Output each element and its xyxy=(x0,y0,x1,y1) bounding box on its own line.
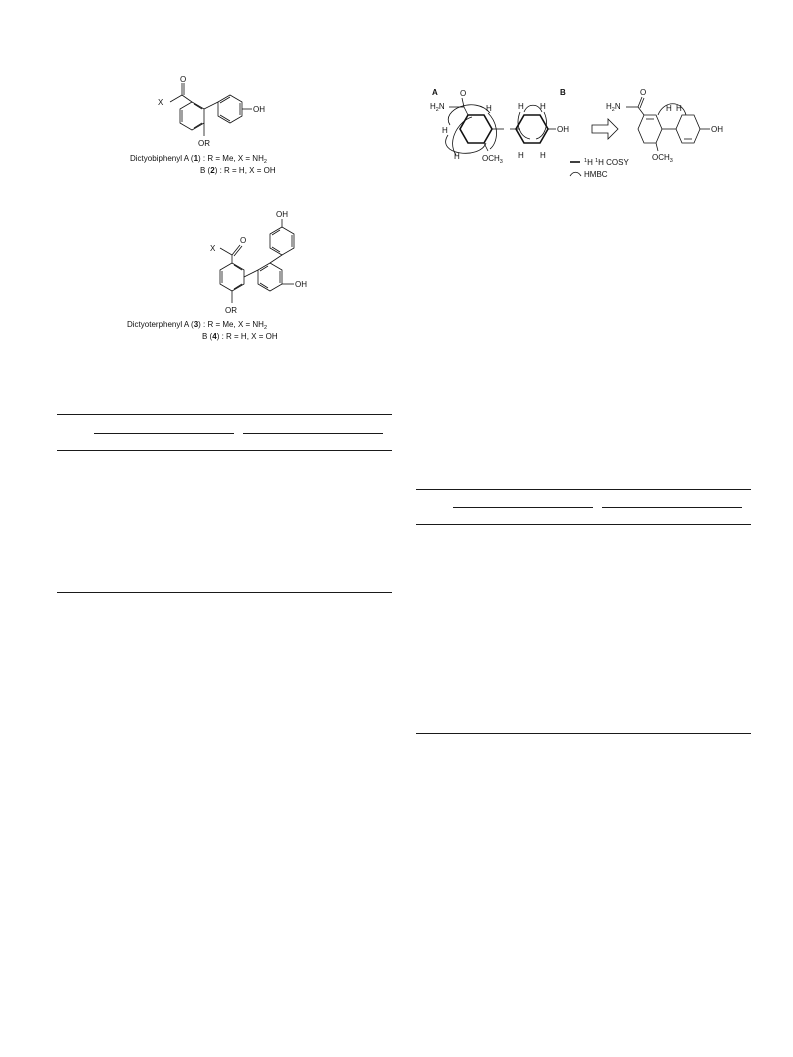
left-table-bottom-rule xyxy=(57,592,392,593)
terphenyl-caption-line2: B (4) : R = H, X = OH xyxy=(202,332,278,341)
right-table-bottom-rule xyxy=(416,733,751,734)
fragment-a-och3-label: $OCH_3$ xyxy=(482,154,503,165)
terphenyl-oh-right-label: OH xyxy=(295,280,307,289)
hmbc-legend-label: HMBC xyxy=(584,170,608,179)
fragment-a-o-label: O xyxy=(460,89,467,98)
product-och3-label: $OCH_3$ xyxy=(652,153,673,164)
product-h-1: H xyxy=(666,104,672,113)
terphenyl-caption-line1: Dictyoterphenyl A (3) : R = Me, $X = NH_2$ xyxy=(127,320,268,331)
biphenyl-o-label: O xyxy=(180,75,187,84)
fragment-a-h-bottom: H xyxy=(454,152,460,161)
fragment-b-h-1: H xyxy=(518,102,524,111)
left-table-header-rule xyxy=(57,450,392,451)
left-table-group-rule-1 xyxy=(94,433,234,434)
right-table-group-rule-2 xyxy=(602,507,742,508)
panel-b-label: B xyxy=(560,88,566,97)
right-table-group-rule-1 xyxy=(453,507,593,508)
biphenyl-caption-line1: Dictyobiphenyl A (1) : R = Me, $X = NH_2$ xyxy=(130,154,267,165)
fragment-a-h-left: H xyxy=(442,126,448,135)
product-o-label: O xyxy=(640,88,647,97)
fragment-b-h-4: H xyxy=(540,151,546,160)
left-table-top-rule xyxy=(57,414,392,415)
right-table xyxy=(416,489,751,737)
fragment-b-oh-label: OH xyxy=(557,125,569,134)
biphenyl-or-label: OR xyxy=(198,139,210,148)
left-table-group-rule-2 xyxy=(243,433,383,434)
left-table xyxy=(57,414,392,594)
terphenyl-o-label: O xyxy=(240,236,247,245)
dictyoterphenyl-structure xyxy=(120,205,360,350)
fragment-a-h-top: H xyxy=(486,104,492,113)
biphenyl-oh-label: OH xyxy=(253,105,265,114)
terphenyl-or-label: OR xyxy=(225,306,237,315)
product-h2n-label: $H_2N$ xyxy=(606,102,621,113)
biphenyl-x-label: X xyxy=(158,98,164,107)
dictyobiphenyl-structure xyxy=(120,75,360,200)
h2n-label: $H_2N$ xyxy=(430,102,445,113)
product-oh-label: OH xyxy=(711,125,723,134)
terphenyl-oh-top-label: OH xyxy=(276,210,288,219)
correlation-figure xyxy=(420,85,760,185)
right-table-header-rule xyxy=(416,524,751,525)
product-h-2: H xyxy=(676,104,682,113)
fragment-b-h-3: H xyxy=(518,151,524,160)
cosy-legend-label: $^1$H $^1$H COSY xyxy=(584,158,629,167)
terphenyl-x-label: X xyxy=(210,244,216,253)
fragment-b-h-2: H xyxy=(540,102,546,111)
right-table-top-rule xyxy=(416,489,751,490)
panel-a-label: A xyxy=(432,88,438,97)
biphenyl-caption-line2: B (2) : R = H, X = OH xyxy=(200,166,276,175)
